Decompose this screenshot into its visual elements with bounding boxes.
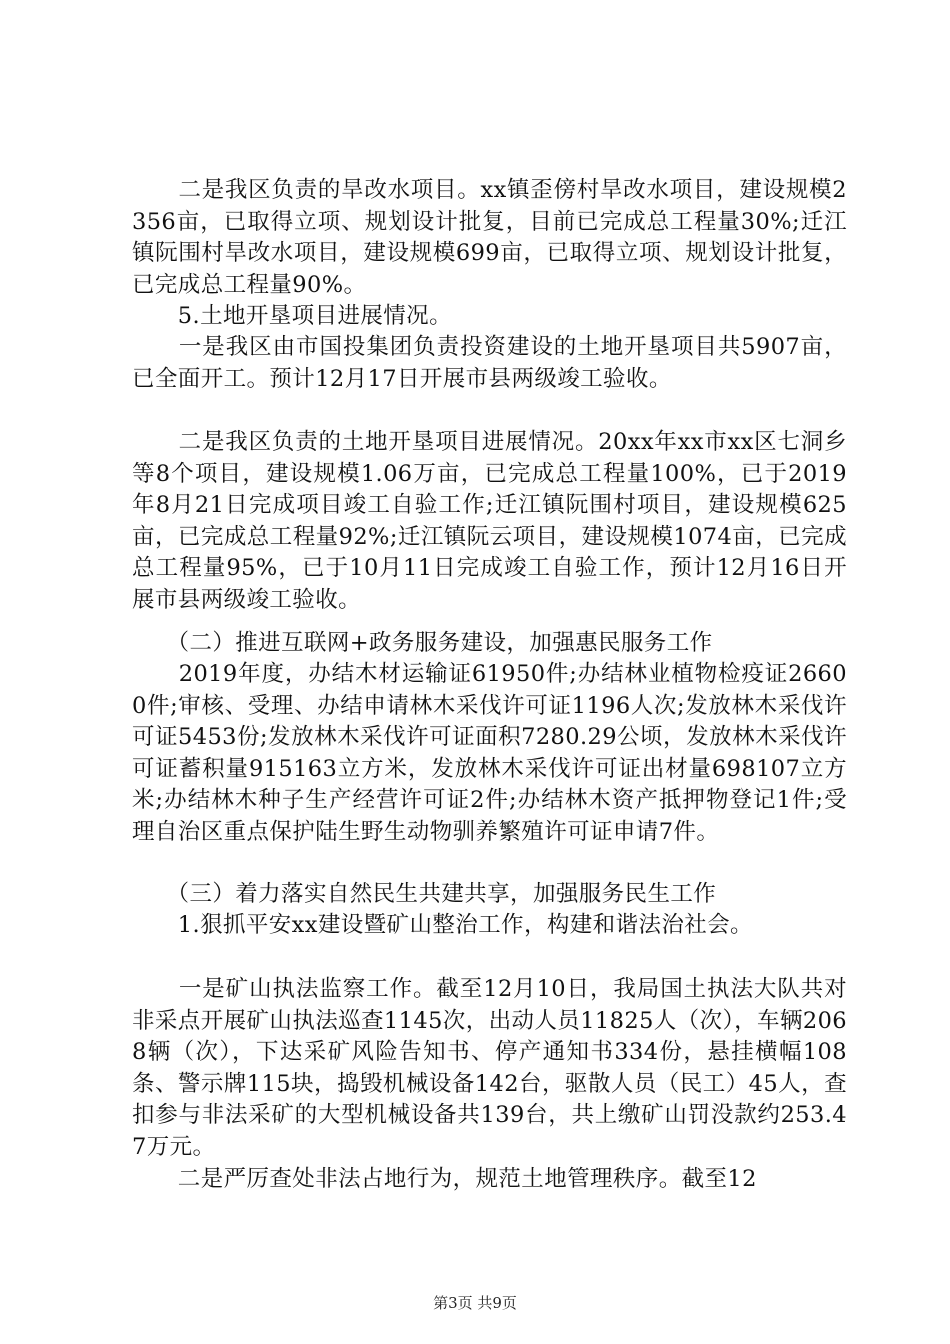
heading-land-reclamation: 5.土地开垦项目进展情况。	[132, 303, 452, 329]
paragraph-state-investment-reclamation: 一是我区由市国投集团负责投资建设的土地开垦项目共5907亩，已全面开工。预计12月17日开展市县两级竣工验收。	[132, 334, 847, 392]
heading-internet-government-service: （二）推进互联网+政务服务建设，加强惠民服务工作	[132, 630, 713, 656]
page-number-footer: 第3页 共9页	[433, 1294, 517, 1312]
paragraph-mining-enforcement: 一是矿山执法监察工作。截至12月10日，我局国土执法大队共对非采点开展矿山执法巡查1145次，出动人员11825人（次），车辆2068辆（次），下达采矿风险告知书、停产通知书334份，悬挂横幅108条、警示牌115块，捣毁机械设备142台，驱散人员（民工）45人，查扣参与非法采矿的大型机械设备共139台，共上缴矿山罚没款约253.47万元。	[132, 976, 847, 1160]
paragraph-dry-to-paddy: 二是我区负责的旱改水项目。xx镇歪傍村旱改水项目，建设规模2356亩，已取得立项、规划设计批复，目前已完成总工程量30%;迁江镇阮围村旱改水项目，建设规模699亩，已取得立项、规划设计批复，已完成总工程量90%。	[132, 177, 847, 298]
heading-livelihood: （三）着力落实自然民生共建共享，加强服务民生工作	[132, 881, 717, 907]
paragraph-2019-permits: 2019年度，办结木材运输证61950件;办结林业植物检疫证26600件;审核、受理、办结申请林木采伐许可证1196人次;发放林木采伐许可证5453份;发放林木采伐许可证面积7280.29公顷，发放林木采伐许可证蓄积量915163立方米，发放林木采伐许可证出材量698107立方米;办结林木种子生产经营许可证2件;办结林木资产抵押物登记1件;受理自治区重点保护陆生野生动物驯养繁殖许可证申请7件。	[132, 661, 847, 845]
paragraph-illegal-land-use: 二是严厉查处非法占地行为，规范土地管理秩序。截至12	[132, 1166, 757, 1192]
paragraph-district-reclamation: 二是我区负责的土地开垦项目进展情况。20xx年xx市xx区七洞乡等8个项目，建设规模1.06万亩，已完成总工程量100%，已于2019年8月21日完成项目竣工自验工作;迁江镇阮围村项目，建设规模625亩，已完成总工程量92%;迁江镇阮云项目，建设规模1074亩，已完成总工程量95%，已于10月11日完成竣工自验工作，预计12月16日开展市县两级竣工验收。	[132, 429, 847, 613]
heading-safe-mining: 1.狠抓平安xx建设暨矿山整治工作，构建和谐法治社会。	[132, 912, 753, 938]
